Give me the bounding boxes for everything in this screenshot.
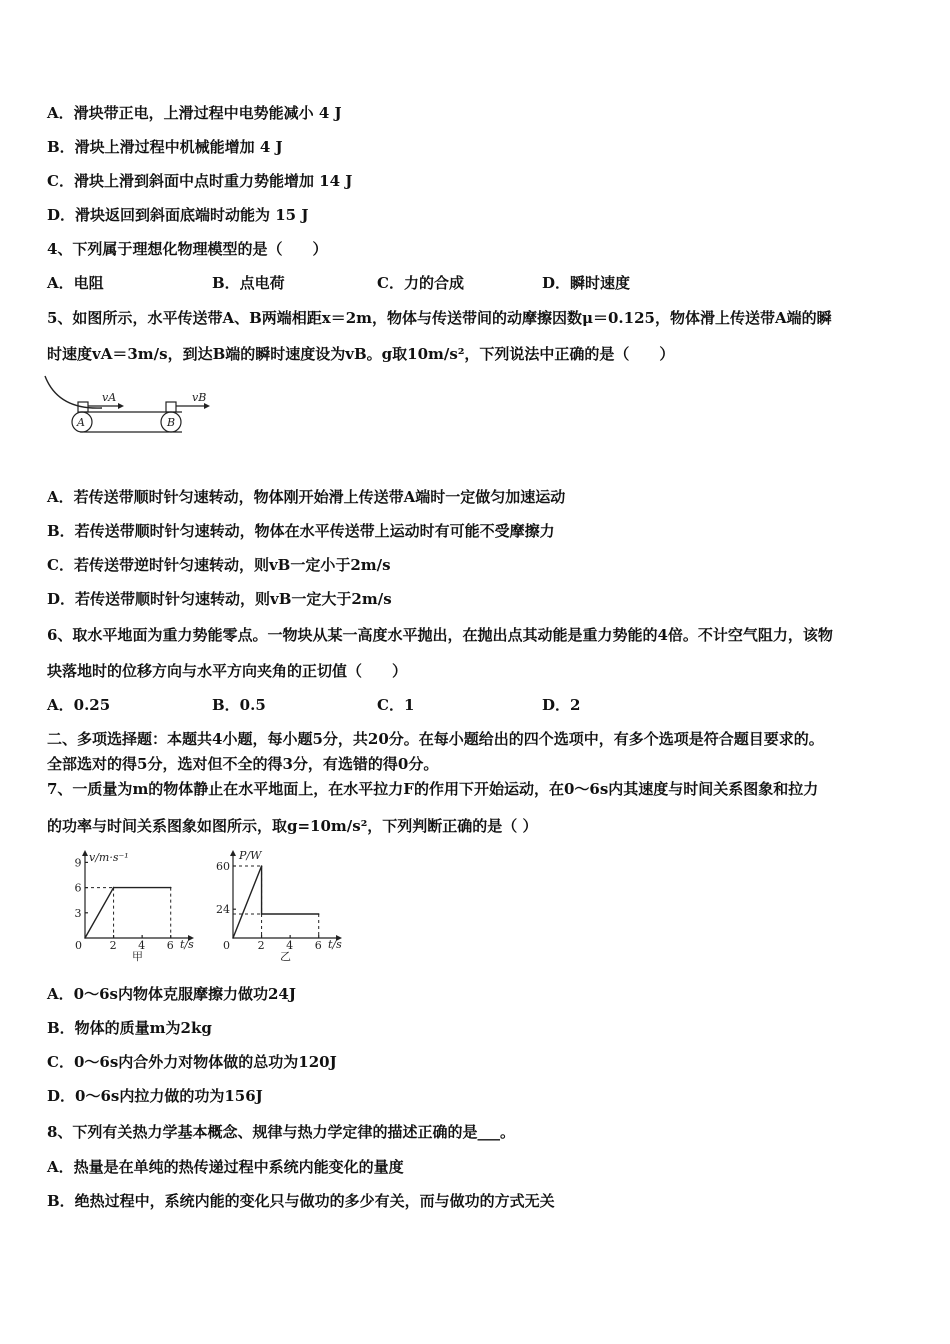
q3-option-c: C．滑块上滑到斜面中点时重力势能增加 14 J bbox=[47, 172, 353, 190]
section2-heading-line1: 二、多项选择题：本题共4小题，每小题5分，共20分。在每小题给出的四个选项中，有多个选项是符合题目要求的。 bbox=[47, 730, 824, 748]
chart1-data-point bbox=[261, 913, 263, 915]
chart0-xlabel: t/s bbox=[180, 938, 194, 951]
q7-stem-line1: 7、一质量为m的物体静止在水平地面上，在水平拉力F的作用下开始运动，在0～6s内其速度与时间关系图象和拉力 bbox=[47, 780, 819, 798]
chart0-xtick-label: 4 bbox=[138, 939, 146, 952]
chart0-data-point bbox=[113, 887, 115, 889]
q8-stem: 8、下列有关热力学基本概念、规律与热力学定律的描述正确的是___。 bbox=[47, 1123, 515, 1141]
chart1-data-point bbox=[261, 865, 263, 867]
block-at-b bbox=[166, 402, 176, 412]
conveyor-belt-figure bbox=[40, 372, 220, 438]
chart0-series-line bbox=[85, 888, 171, 938]
chart0-xtick-label: 6 bbox=[166, 939, 174, 952]
chart1-xlabel: t/s bbox=[328, 938, 342, 951]
q6-option-a: A．0.25 bbox=[47, 696, 111, 714]
q6-stem-line2: 块落地时的位移方向与水平方向夹角的正切值（ ） bbox=[47, 662, 408, 680]
chart0-ylabel: v/m·s⁻¹ bbox=[89, 851, 129, 864]
q5-stem-line2: 时速度vA＝3m/s，到达B端的瞬时速度设为vB。g取10m/s²，下列说法中正确的是（ ） bbox=[47, 345, 675, 363]
chart0-title: 甲 bbox=[132, 950, 143, 963]
chart-velocity-time bbox=[70, 846, 210, 964]
chart1-data-point bbox=[318, 913, 320, 915]
chart0-ytick-label: 3 bbox=[74, 906, 82, 920]
chart0-data-point bbox=[170, 887, 172, 889]
chart0-origin: 0 bbox=[75, 939, 82, 952]
chart0-xtick-label: 2 bbox=[109, 939, 117, 952]
q6-option-d: D．2 bbox=[542, 696, 581, 714]
q5-option-b: B．若传送带顺时针匀速转动，物体在水平传送带上运动时有可能不受摩擦力 bbox=[47, 522, 555, 540]
q4-option-d: D．瞬时速度 bbox=[542, 274, 631, 292]
chart1-y-arrow bbox=[230, 850, 236, 856]
q6-option-b: B．0.5 bbox=[212, 696, 266, 714]
chart1-ylabel: P/W bbox=[239, 849, 262, 862]
q7-option-c: C．0～6s内合外力对物体做的总功为120J bbox=[47, 1053, 337, 1071]
chart1-ytick-label: 60 bbox=[216, 860, 230, 873]
q3-option-b: B．滑块上滑过程中机械能增加 4 J bbox=[47, 138, 283, 156]
chart1-xtick-label: 4 bbox=[286, 939, 294, 952]
q5-option-d: D．若传送带顺时针匀速转动，则vB一定大于2m/s bbox=[47, 590, 392, 608]
chart1-xtick-label: 2 bbox=[257, 939, 265, 952]
chart1-title: 乙 bbox=[280, 950, 291, 963]
chart0-ytick-label: 9 bbox=[74, 856, 82, 870]
arrow-va-head bbox=[118, 403, 124, 409]
q3-option-a: A．滑块带正电，上滑过程中电势能减小 4 J bbox=[47, 104, 342, 122]
q7-option-b: B．物体的质量m为2kg bbox=[47, 1019, 212, 1037]
va-label: vA bbox=[102, 391, 117, 404]
chart0-data-point bbox=[84, 937, 86, 939]
q5-option-a: A．若传送带顺时针匀速转动，物体刚开始滑上传送带A端时一定做匀加速运动 bbox=[47, 488, 566, 506]
ramp-curve bbox=[45, 376, 102, 408]
vb-label: vB bbox=[192, 391, 207, 404]
chart0-y-arrow bbox=[82, 850, 88, 856]
chart1-series-line bbox=[233, 866, 319, 938]
q3-option-d: D．滑块返回到斜面底端时动能为 15 J bbox=[47, 206, 309, 224]
q8-option-b: B．绝热过程中，系统内能的变化只与做功的多少有关，而与做功的方式无关 bbox=[47, 1192, 555, 1210]
q6-option-c: C．1 bbox=[377, 696, 415, 714]
q5-option-c: C．若传送带逆时针匀速转动，则vB一定小于2m/s bbox=[47, 556, 391, 574]
q4-option-a: A．电阻 bbox=[47, 274, 104, 292]
q4-option-c: C．力的合成 bbox=[377, 274, 464, 292]
chart0-ytick-label: 6 bbox=[74, 881, 82, 895]
q5-stem-line1: 5、如图所示，水平传送带A、B两端相距x＝2m，物体与传送带间的动摩擦因数μ＝0.125，物体滑上传送带A端的瞬 bbox=[47, 309, 832, 327]
q8-option-a: A．热量是在单纯的热传递过程中系统内能变化的量度 bbox=[47, 1158, 404, 1176]
q7-option-a: A．0～6s内物体克服摩擦力做功24J bbox=[47, 985, 296, 1003]
q6-stem-line1: 6、取水平地面为重力势能零点。一物块从某一高度水平抛出，在抛出点其动能是重力势能的4倍。不计空气阻力，该物 bbox=[47, 626, 833, 644]
chart1-data-point bbox=[232, 937, 234, 939]
q4-stem: 4、下列属于理想化物理模型的是（ ） bbox=[47, 240, 328, 258]
section2-heading-line2: 全部选对的得5分，选对但不全的得3分，有选错的得0分。 bbox=[47, 755, 439, 773]
pulley-a-label: A bbox=[77, 416, 85, 429]
chart1-ytick-label: 24 bbox=[216, 903, 230, 917]
chart1-xtick-label: 6 bbox=[314, 939, 322, 952]
q4-option-b: B．点电荷 bbox=[212, 274, 285, 292]
chart1-origin: 0 bbox=[223, 939, 230, 952]
pulley-b-label: B bbox=[167, 416, 176, 429]
chart-power-time bbox=[218, 846, 358, 964]
q7-option-d: D．0～6s内拉力做的功为156J bbox=[47, 1087, 263, 1105]
q7-stem-line2: 的功率与时间关系图象如图所示，取g=10m/s²，下列判断正确的是（ ） bbox=[47, 817, 538, 835]
